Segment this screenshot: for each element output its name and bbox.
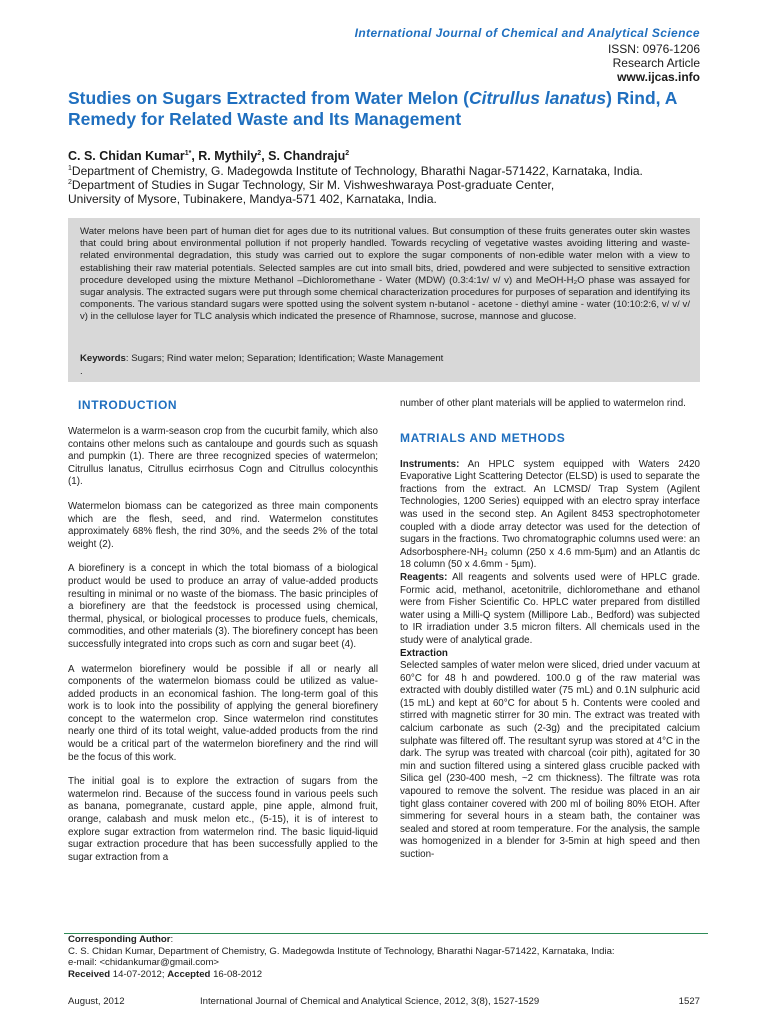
author-1-sup: 1* xyxy=(184,149,192,157)
introduction-heading: INTRODUCTION xyxy=(78,398,178,412)
author-1: C. S. Chidan Kumar xyxy=(68,149,185,163)
intro-paragraph-4: A watermelon biorefinery would be possible if all or nearly all components of the watermelon biomass could be utilized as value-added products in an economical fashion. The long-term goal of this work is to look into the possibility of applying the general biorefinery concept to the watermelon crop. Since watermelon rind constitutes nearly one third of its total weight, value-added products from the rind would be a critical part of the watermelon biorefinery and the rind will be the focus of this work. xyxy=(68,663,378,763)
affiliation-1 xyxy=(68,164,643,178)
journal-name: International Journal of Chemical and Analytical Science xyxy=(354,26,700,40)
author-3: , S. Chandraju xyxy=(261,149,346,163)
affiliation-2 xyxy=(68,178,554,192)
received-date: 14-07-2012; xyxy=(110,968,168,980)
title-part-2: ) Rind, A Remedy for Related Waste and Its Management xyxy=(68,88,677,129)
corresponding-author-label: Corresponding Author xyxy=(68,934,171,945)
author-3-sup: 2 xyxy=(345,149,350,157)
affiliation-2-cont: University of Mysore, Tubinakere, Mandya-571 402, Karnataka, India. xyxy=(68,192,437,206)
left-column xyxy=(68,398,378,876)
keywords-label: Keywords xyxy=(80,353,126,364)
author-2-sup: 2 xyxy=(257,149,262,157)
footer-citation: International Journal of Chemical and Analytical Science, 2012, 3(8), 1527-1529 xyxy=(200,996,540,1007)
footer-date: August, 2012 xyxy=(68,996,125,1007)
author-2: , R. Mythily xyxy=(191,149,258,163)
keywords xyxy=(80,353,690,364)
corresponding-author-email[interactable]: e-mail: <chidankumar@gmail.com> xyxy=(68,957,220,968)
reagents-paragraph xyxy=(400,572,700,648)
intro-paragraph-5: The initial goal is to explore the extraction of sugars from the watermelon rind. Because of the success found in various peels such as banana, pomegranate, custard apple, pine apple, almond fruit, orange, calabash and musk melon etc., (5-15), it is of interest to explore sugar extraction from watermelon rind. The basic liquid-liquid sugar extraction procedure that has been successfully applied to the sugar extraction from a xyxy=(68,776,378,863)
intro-paragraph-2: Watermelon biomass can be categorized as three main components which are the flesh, seed, and rind. Watermelon constitutes approximately 68% flesh, the rind 30%, and the seeds 2% of the total weight (2). xyxy=(68,500,378,550)
reagents-text: All reagents and solvents used were of HPLC grade. Formic acid, methanol, acetonitrile, dichloromethane and ethanol were from Fisher Scientific Co. HPLC water prepared from distilled water using a Milli-Q system (Millipore Lab., Bedford) was subjected to IR irradiation under 3.5 micron filters. All chemicals used in the study were of analytical grade. xyxy=(400,571,700,646)
paper-title xyxy=(68,88,708,130)
extraction-heading: Extraction xyxy=(400,647,448,659)
accepted-date: 16-08-2012 xyxy=(210,968,263,980)
corresponding-author-colon: : xyxy=(170,934,174,945)
affiliation-2-text: Department of Studies in Sugar Technology, Sir M. Vishweshwaraya Post-graduate Center, xyxy=(71,178,555,192)
abstract-text: Water melons have been part of human diet for ages due to its nutritional values. But consumption of these fruits generates outer skin wastes that could bring about environmental pollution if not properly handled. Towards recycling of vegetative wastes avoiding littering and waste-related environmental degradation, this study was carried out to explore the sugar components of non-edible water melon with a view to establishing their raw material potentials. Selected samples are cut into small bits, dried, powdered and were subjected to sensitive extraction procedure developed using the mixture Methanol –Dichloromethane - Water (MDW) (0.3:4:1v/ v/ v) and MeOH-H₂O phase was assayed for sugar analysis. The extracted sugars were put through some chemical characterization procedures for purposes of separation and identifying its components. The various standard sugars were spotted using the solvent system n-butanol - acetone - diethyl amine - water (10:10:2:6, v/ v/ v/ v) in the cellulose layer for TLC analysis which indicated the presence of Rhamnose, sucrose, mannose and glucose. xyxy=(80,226,690,323)
instruments-paragraph xyxy=(400,459,700,572)
intro-continuation: number of other plant materials will be applied to watermelon rind. xyxy=(400,398,686,409)
extraction-paragraph: Selected samples of water melon were sliced, dried under vacuum at 60°C for 48 h and powdered. 100.0 g of the raw material was extracted with doubly distilled water (75 mL) and 0.1N sulphuric acid (15 mL) and kept at 60°C for about 5 h. Contents were cooled and stirred with magnetic stirrer for 30 min. The extract was treated with calcium carbonate as such (2-3g) and the precipitated calcium sulphate was filtered off. The resultant syrup was stored at 4°C in the dark. The syrup was treated with charcoal (coir pith), agitated for 30 min and suction filtered using a sintered glass crucible packed with Silica gel (230-400 mesh, ~2 cm thickness). The filtrate was rota vapoured to remove the solvent. The residue was placed in an air tight glass container covered with 200 ml of boiling 80% EtOH. After simmering for several hours in a steam bath, the container was sealed and stored at room temperature. For the analysis, the sample was homogenized in a blender for 3-5min at high speed and then suction- xyxy=(400,660,700,860)
received-label: Received xyxy=(68,968,111,980)
keywords-text: : Sugars; Rind water melon; Separation; Identification; Waste Management xyxy=(125,353,444,364)
abstract-trailing-dot: . xyxy=(80,366,83,377)
article-type: Research Article xyxy=(612,56,700,70)
affiliation-1-text: Department of Chemistry, G. Madegowda Institute of Technology, Bharathi Nagar-571422, Karnataka, India. xyxy=(71,164,643,178)
instruments-text: An HPLC system equipped with Waters 2420 Evaporative Light Scattering Detector (ELSD) is used to separate the fractions from the extract. An LCMSD/ Trap System (Agilent Technologies, 1200 Series) equipped with an electro spray interface was used in the second step. An Agilent 8453 spectrophotometer coupled with a diode array detector was used for the detection of sugars in the fractions. Two chromatographic columns used were: an Adsorbosphere-NH₂ column (250 x 4.6 mm-5µm) and an Atlantis dc 18 column (50 x 4.6mm - 5µm). xyxy=(400,458,700,571)
intro-paragraph-3: A biorefinery is a concept in which the total biomass of a biological product would be used to produce an array of value-added products resulting in minimal or no waste of the biomass. The basic principles of a biorefinery are that the feedstock is processed using chemical, thermal, physical, or biological processes to produce fuels, chemicals, commodities, and other materials (3). The biorefinery concept has been successfully integrated into crops such as corn and sugar beet (4). xyxy=(68,563,378,650)
title-species: Citrullus lanatus xyxy=(468,88,607,108)
affiliation-2-sup: 2 xyxy=(68,179,72,186)
journal-website-link[interactable]: www.ijcas.info xyxy=(617,70,700,84)
corresponding-author-details: C. S. Chidan Kumar, Department of Chemistry, G. Madegowda Institute of Technology, Bharathi Nagar-571422, Karnataka, India: xyxy=(68,945,615,957)
affiliation-1-sup: 1 xyxy=(68,165,72,172)
received-accepted-dates xyxy=(68,969,708,981)
intro-paragraph-1: Watermelon is a warm-season crop from the cucurbit family, which also contains other melons such as cantaloupe and gourds such as squash and pumpkin (1). There are three recognized species of watermelon; Citrullus lanatus, Citrullus ecirrhosus Cogn and Citrullus colocynthis (1). xyxy=(68,426,378,488)
corresponding-author xyxy=(68,934,708,980)
methods-heading: MATRIALS AND METHODS xyxy=(400,430,566,445)
issn: ISSN: 0976-1206 xyxy=(607,42,700,56)
accepted-label: Accepted xyxy=(167,968,211,980)
reagents-label: Reagents: xyxy=(400,571,448,583)
page-number: 1527 xyxy=(678,996,700,1007)
title-part-1: Studies on Sugars Extracted from Water Melon ( xyxy=(68,88,469,108)
right-column xyxy=(400,398,700,874)
instruments-label: Instruments: xyxy=(400,458,460,470)
author-list xyxy=(68,149,349,163)
